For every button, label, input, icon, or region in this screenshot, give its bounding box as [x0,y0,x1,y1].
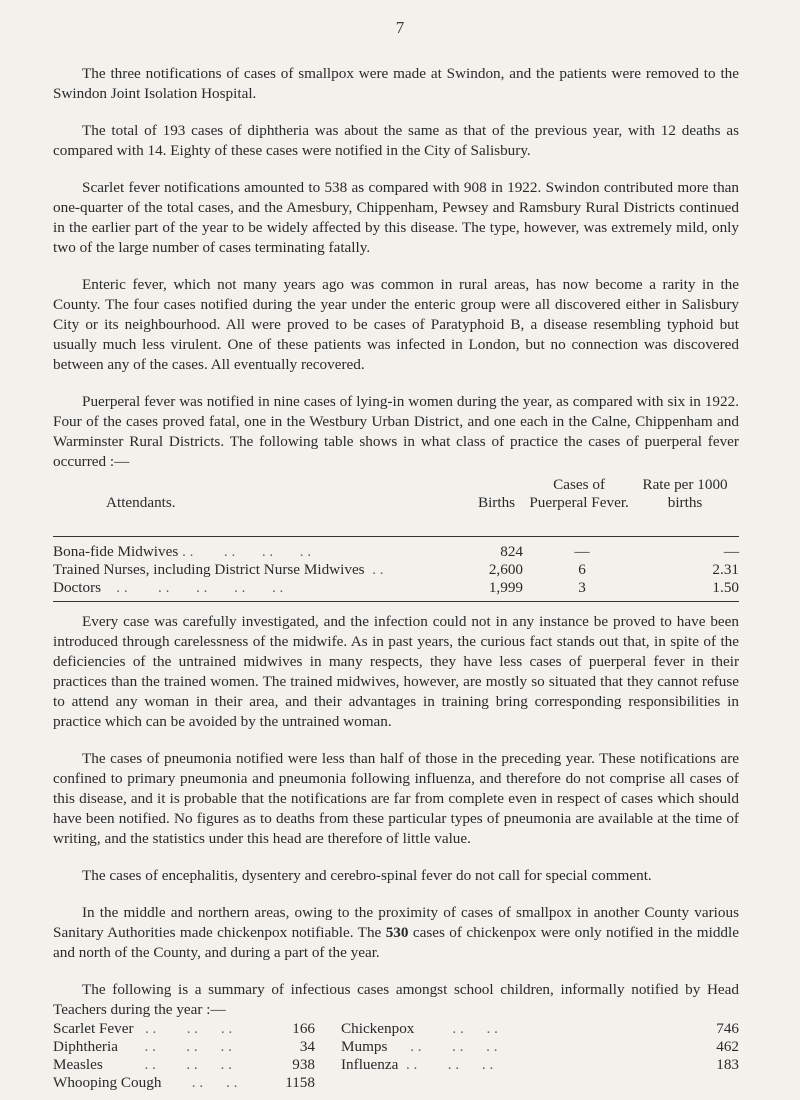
page-number: 7 [395,18,405,37]
list-item [341,1056,739,1074]
disease-name: Mumps [341,1038,388,1055]
dot-leader: . . . . . . [117,1038,232,1055]
disease-name: Scarlet Fever [53,1020,134,1037]
puerperal-table [53,476,739,602]
list-item [341,1020,739,1038]
dot-leader: . . [364,561,384,578]
page-body [53,64,739,1092]
paragraph-chickenpox: In the middle and northern areas, owing to the proximity of cases of smallpox in another County various Sanitary Authorities made chickenpox notifiable. The 530 cases of chickenpox were only notified in the middle and north of the County, and during a part of the year. [53,904,739,961]
summary-right-column [315,1020,739,1092]
paragraph-diphtheria: The total of 193 cases of diphtheria was about the same as that of the previous year, with 12 deaths as compared with 14. Eighty of these cases were notified in the City of Salisbury. [53,122,739,159]
cell-cases: 6 [578,561,586,578]
cell-births: 1,999 [488,579,523,596]
disease-count: 183 [716,1056,739,1073]
list-item [341,1038,739,1056]
paragraph-investigation: Every case was carefully investigated, and the infection could not in any instance be proved to have been introduced through carelessness of the midwife. As in past years, the curious fact stands out that, in spite of the deficiencies of the untrained midwives in many respects, they have less cases of puerperal fever in their practices than the trained women. The trained midwives, however, are mostly so situated that they cannot refuse to attend any woman in their area, and their advantages in training bring corresponding responsibilities in practice which can be avoided by the untrained woman. [53,613,739,730]
disease-count: 746 [716,1020,739,1037]
table-body [53,537,739,602]
table-row [53,579,739,597]
dot-leader: . . . . . . [133,1020,233,1037]
dot-leader: . . . . . . . . [178,543,312,560]
disease-count: 462 [716,1038,739,1055]
dot-leader: . . . . . . [398,1056,494,1073]
cell-attendants: Trained Nurses, including District Nurse Midwives [53,561,365,578]
dot-leader: . . . . . . [102,1056,232,1073]
table-header [53,476,739,537]
list-item [53,1020,315,1038]
cell-cases: 3 [578,579,586,596]
disease-name: Measles [53,1056,103,1073]
chickenpox-count: 530 [385,924,409,941]
cell-rate: — [723,543,739,560]
paragraph-summary-intro: The following is a summary of infectious cases amongst school children, informally notified by Head Teachers during the year :— [53,981,739,1018]
disease-count: 938 [292,1056,315,1073]
cell-cases: — [574,543,590,560]
list-item [53,1056,315,1074]
header-cases: Cases of Puerperal Fever. [529,476,629,511]
dot-leader: . . . . . . . . . . [101,579,284,596]
disease-name: Chickenpox [341,1020,415,1037]
dot-leader: . . . . [414,1020,498,1037]
paragraph-puerperal-fever: Puerperal fever was notified in nine cases of lying-in women during the year, as compared with six in 1922. Four of the cases proved fatal, one in the Westbury Urban District, and one each in the Calne, Chippenham and Warminster Rural Districts. The following table shows in what class of practice the cases of puerperal fever occurred :— [53,393,739,470]
summary-left-column [53,1020,315,1092]
paragraph-scarlet-fever: Scarlet fever notifications amounted to 538 as compared with 908 in 1922. Swindon contributed more than one-quarter of the total cases, and the Amesbury, Chippenham, Pewsey and Ramsbury Rural Districts continued in the earlier part of the year to be widely affected by this disease. The type, however, was extremely mild, only two of the large number of cases terminating fatally. [53,179,739,256]
disease-name: Whooping Cough [53,1074,162,1091]
disease-count: 1158 [285,1074,315,1091]
cell-attendants: Doctors [53,579,102,596]
cell-rate: 2.31 [712,561,739,578]
table-row [53,543,739,561]
dot-leader: . . . . [161,1074,238,1091]
paragraph-encephalitis: The cases of encephalitis, dysentery and cerebro-spinal fever do not call for special comment. [82,867,652,884]
table-row [53,561,739,579]
disease-name: Diphtheria [53,1038,118,1055]
disease-count: 34 [299,1038,315,1055]
header-births: Births [477,494,516,511]
cell-attendants: Bona-fide Midwives [53,543,179,560]
school-summary [53,1020,739,1092]
cell-rate: 1.50 [712,579,739,596]
header-attendants: Attendants. [106,494,176,511]
disease-name: Influenza [341,1056,399,1073]
header-rate: Rate per 1000 births [642,476,728,511]
paragraph-pneumonia: The cases of pneumonia notified were less than half of those in the preceding year. These notifications are confined to primary pneumonia and pneumonia following influenza, and therefore do not comprise all cases of this disease, and it is probable that the notifications are far from complete even in respect of cases which should have been notified. No figures as to deaths from these particular types of pneumonia are available at the time of writing, and the statistics under this head are therefore of little value. [53,750,739,847]
disease-count: 166 [292,1020,315,1037]
cell-births: 2,600 [488,561,523,578]
paragraph-smallpox: The three notifications of cases of smallpox were made at Swindon, and the patients were removed to the Swindon Joint Isolation Hospital. [53,65,739,102]
dot-leader: . . . . . . [387,1038,498,1055]
list-item [53,1074,315,1092]
list-item [53,1038,315,1056]
paragraph-enteric-fever: Enteric fever, which not many years ago was common in rural areas, has now become a rarity in the County. The four cases notified during the year under the enteric group were all discovered either in Salisbury City or its neighbourhood. All were proved to be cases of Paratyphoid B, a disease resembling typhoid but usually much less virulent. One of these patients was infected in London, but no connection was discovered between any of the cases. All eventually recovered. [53,276,739,373]
cell-births: 824 [500,543,523,560]
